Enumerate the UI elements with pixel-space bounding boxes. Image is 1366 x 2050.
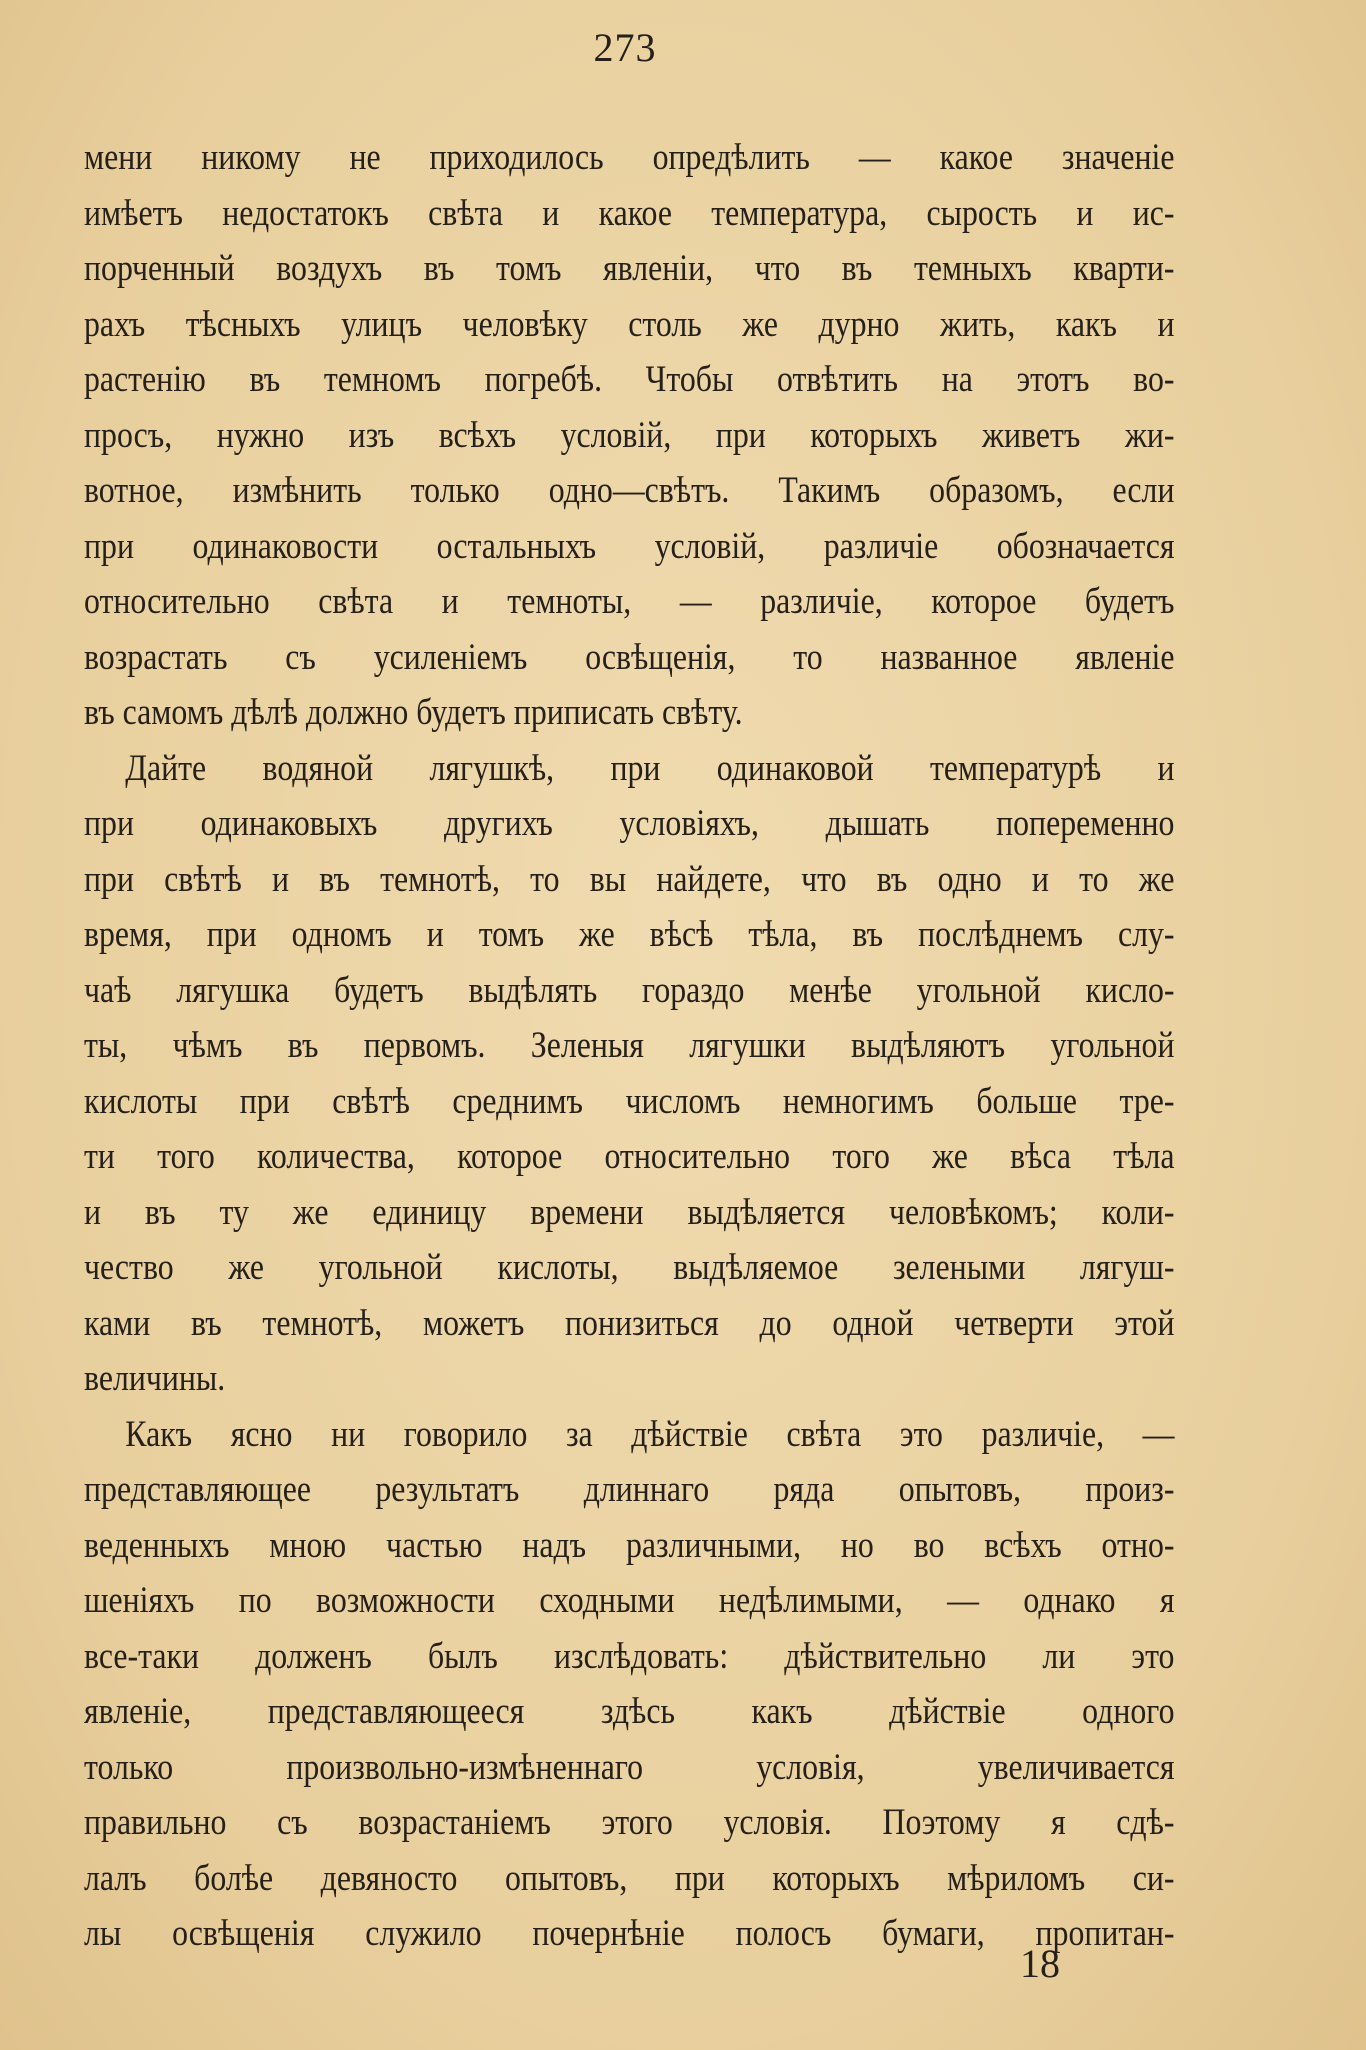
text-line: при одинаковыхъ другихъ условiяхъ, дышать попеременно	[84, 803, 1175, 844]
text-line: ти того количества, которое относительно того же вѣса тѣла	[84, 1136, 1175, 1177]
text-line: время, при одномъ и томъ же вѣсѣ тѣла, въ послѣднемъ слу-	[84, 914, 1175, 955]
text-line: представляющее результатъ длиннаго ряда опытовъ, произ-	[84, 1469, 1175, 1510]
paragraph-1	[84, 130, 1174, 741]
text-line: растенiю въ темномъ погребѣ. Чтобы отвѣтить на этотъ во-	[84, 359, 1175, 400]
text-line: при свѣтѣ и въ темнотѣ, то вы найдете, что въ одно и то же	[84, 858, 1175, 900]
text-line: порченный воздухъ въ томъ явленiи, что въ темныхъ кварти-	[84, 248, 1175, 289]
text-line: только произвольно-измѣненнаго условiя, увеличивается	[84, 1746, 1175, 1788]
text-line: рахъ тѣсныхъ улицъ человѣку столь же дурно жить, какъ и	[84, 303, 1175, 345]
text-line: просъ, нужно изъ всѣхъ условiй, при которыхъ живетъ жи-	[84, 414, 1175, 456]
body-text	[84, 130, 1174, 1962]
text-line: явленiе, представляющееся здѣсь какъ дѣйствiе одного	[84, 1691, 1175, 1732]
text-line: вотное, измѣнить только одно—свѣтъ. Такимъ образомъ, если	[84, 470, 1175, 511]
text-line: величины.	[84, 1358, 226, 1399]
paragraph-2	[84, 741, 1174, 1407]
text-line: Какъ ясно ни говорило за дѣйствiе свѣта это различiе, —	[125, 1413, 1175, 1455]
page-number: 273	[593, 25, 657, 70]
text-line: чество же угольной кислоты, выдѣляемое зелеными лягуш-	[84, 1247, 1175, 1288]
text-line: Дайте водяной лягушкѣ, при одинаковой температурѣ и	[125, 747, 1175, 789]
text-line: все-таки долженъ былъ изслѣдовать: дѣйствительно ли это	[84, 1635, 1175, 1677]
paragraph-3	[84, 1407, 1174, 1962]
text-line: лы освѣщенiя служило почернѣнiе полосъ бумаги, пропитан-	[84, 1913, 1175, 1954]
text-line: лалъ болѣе девяносто опытовъ, при которыхъ мѣриломъ си-	[84, 1857, 1175, 1899]
text-line: въ самомъ дѣлѣ должно будетъ приписать свѣту.	[84, 692, 743, 733]
text-line: относительно свѣта и темноты, — различiе, которое будетъ	[84, 581, 1175, 622]
text-line: шенiяхъ по возможности сходными недѣлимыми, — однако я	[84, 1580, 1175, 1621]
text-line: возрастать съ усиленiемъ освѣщенiя, то названное явленiе	[84, 636, 1175, 678]
text-line: и въ ту же единицу времени выдѣляется человѣкомъ; коли-	[84, 1191, 1175, 1233]
text-line: мени никому не приходилось опредѣлить — какое значенiе	[84, 137, 1175, 178]
text-line: кислоты при свѣтѣ среднимъ числомъ немногимъ больше тре-	[84, 1080, 1175, 1122]
text-line: чаѣ лягушка будетъ выдѣлять гораздо менѣе угольной кисло-	[84, 969, 1175, 1011]
text-line: имѣетъ недостатокъ свѣта и какое температура, сырость и ис-	[84, 192, 1175, 234]
text-line: правильно съ возрастанiемъ этого условiя. Поэтому я сдѣ-	[84, 1802, 1175, 1843]
text-line: ты, чѣмъ въ первомъ. Зеленыя лягушки выдѣляютъ угольной	[84, 1025, 1175, 1066]
text-line: при одинаковости остальныхъ условiй, различiе обозначается	[84, 525, 1175, 567]
text-line: веденныхъ мною частью надъ различными, но во всѣхъ отно-	[84, 1524, 1175, 1566]
signature-mark: 18	[1020, 1941, 1060, 1986]
text-line: ками въ темнотѣ, можетъ понизиться до одной четверти этой	[84, 1302, 1175, 1344]
